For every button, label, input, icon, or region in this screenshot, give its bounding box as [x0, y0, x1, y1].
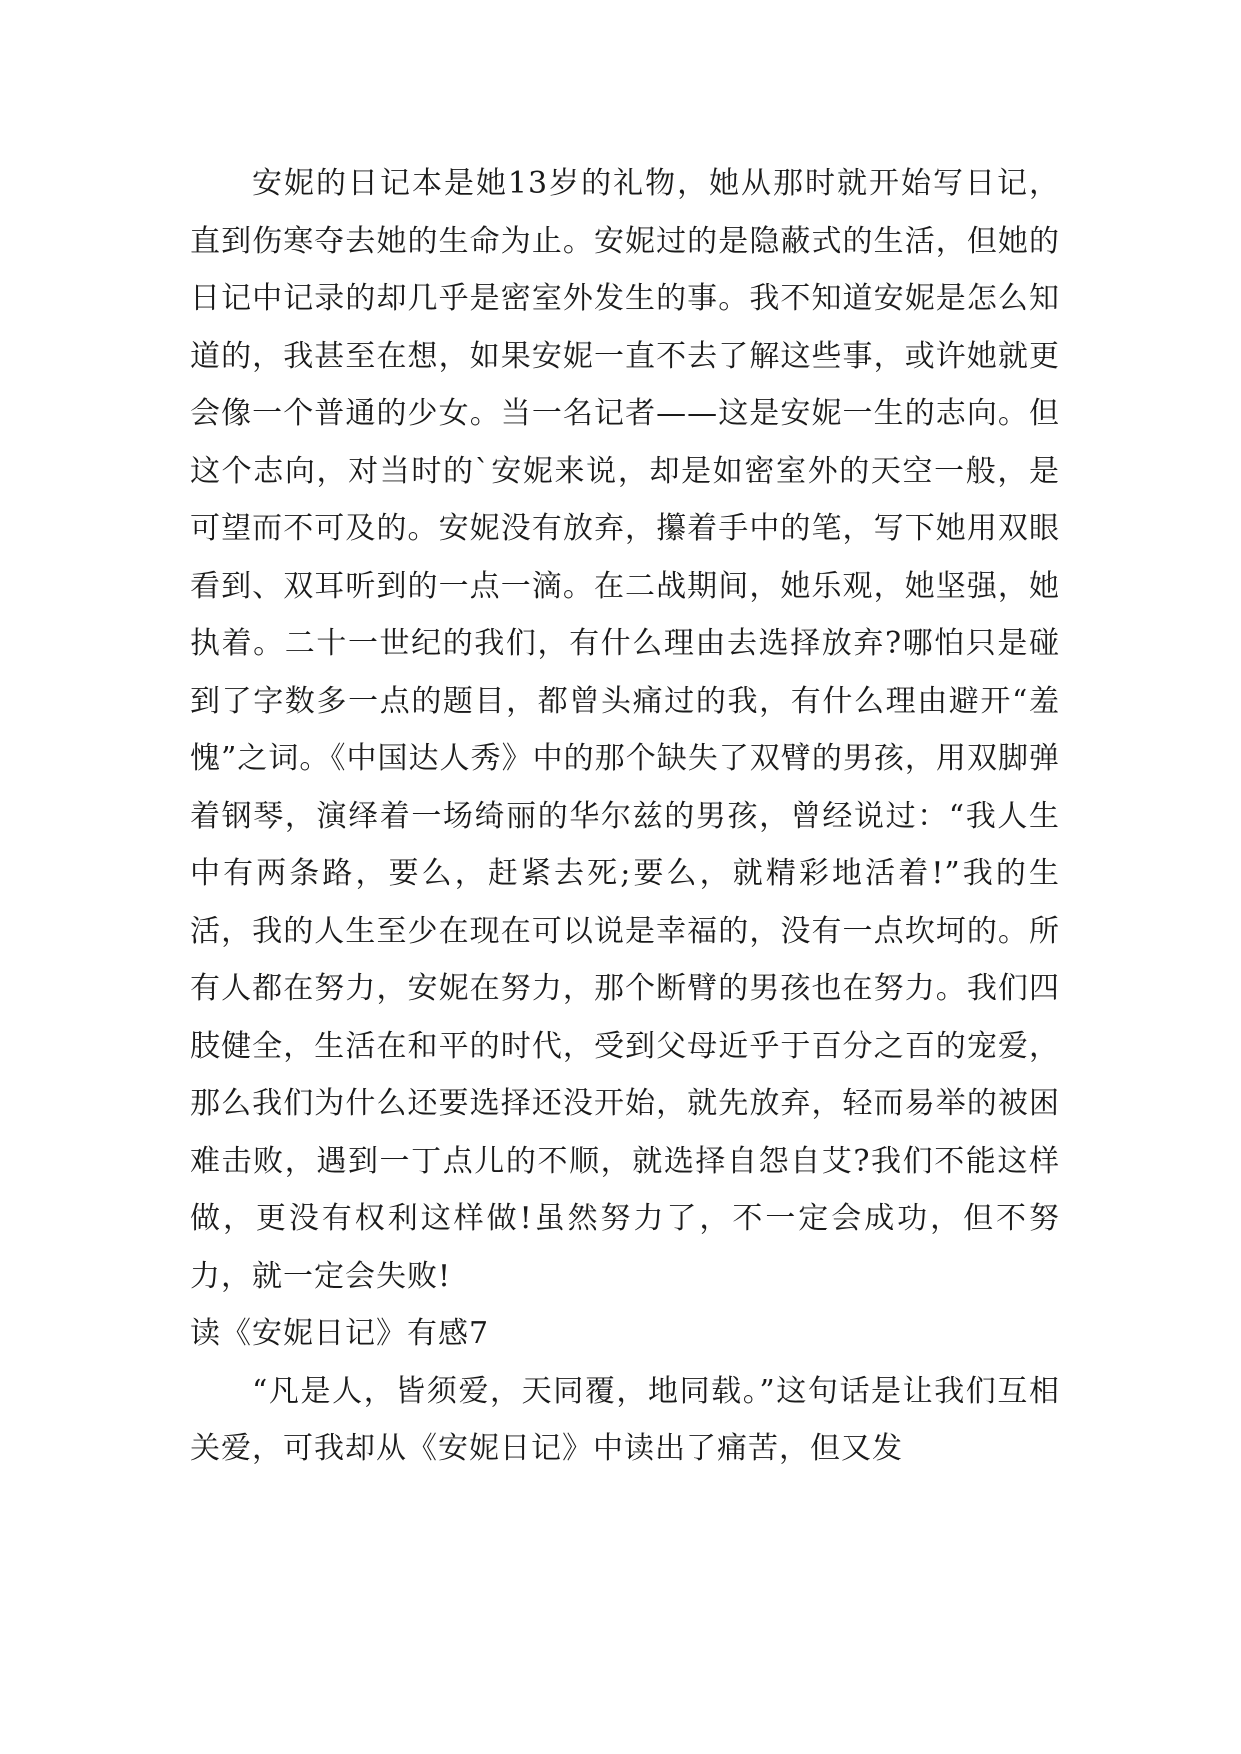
section-heading: 读《安妮日记》有感7 [190, 1316, 490, 1351]
body-paragraph: “凡是人，皆须爱，天同覆，地同载。”这句话是让我们互相关爱，可我却从《安妮日记》中读出了痛苦，但又发 [190, 1373, 1060, 1466]
document-body [190, 155, 1060, 1478]
body-paragraph: 安妮的日记本是她13岁的礼物，她从那时就开始写日记，直到伤寒夺去她的生命为止。安妮过的是隐蔽式的生活，但她的日记中记录的却几乎是密室外发生的事。我不知道安妮是怎么知道的，我甚至在想，如果安妮一直不去了解这些事，或许她就更会像一个普通的少女。当一名记者——这是安妮一生的志向。但这个志向，对当时的`安妮来说，却是如密室外的天空一般，是可望而不可及的。安妮没有放弃，攥着手中的笔，写下她用双眼看到、双耳听到的一点一滴。在二战期间，她乐观，她坚强，她执着。二十一世纪的我们，有什么理由去选择放弃?哪怕只是碰到了字数多一点的题目，都曾头痛过的我，有什么理由避开“羞愧”之词。《中国达人秀》中的那个缺失了双臂的男孩，用双脚弹着钢琴，演绎着一场绮丽的华尔兹的男孩，曾经说过：“我人生中有两条路，要么，赶紧去死;要么，就精彩地活着!”我的生活，我的人生至少在现在可以说是幸福的，没有一点坎坷的。所有人都在努力，安妮在努力，那个断臂的男孩也在努力。我们四肢健全，生活在和平的时代，受到父母近乎于百分之百的宠爱，那么我们为什么还要选择还没开始，就先放弃，轻而易举的被困难击败，遇到一丁点儿的不顺，就选择自怨自艾?我们不能这样做，更没有权利这样做!虽然努力了，不一定会成功，但不努力，就一定会失败! [190, 166, 1060, 1294]
